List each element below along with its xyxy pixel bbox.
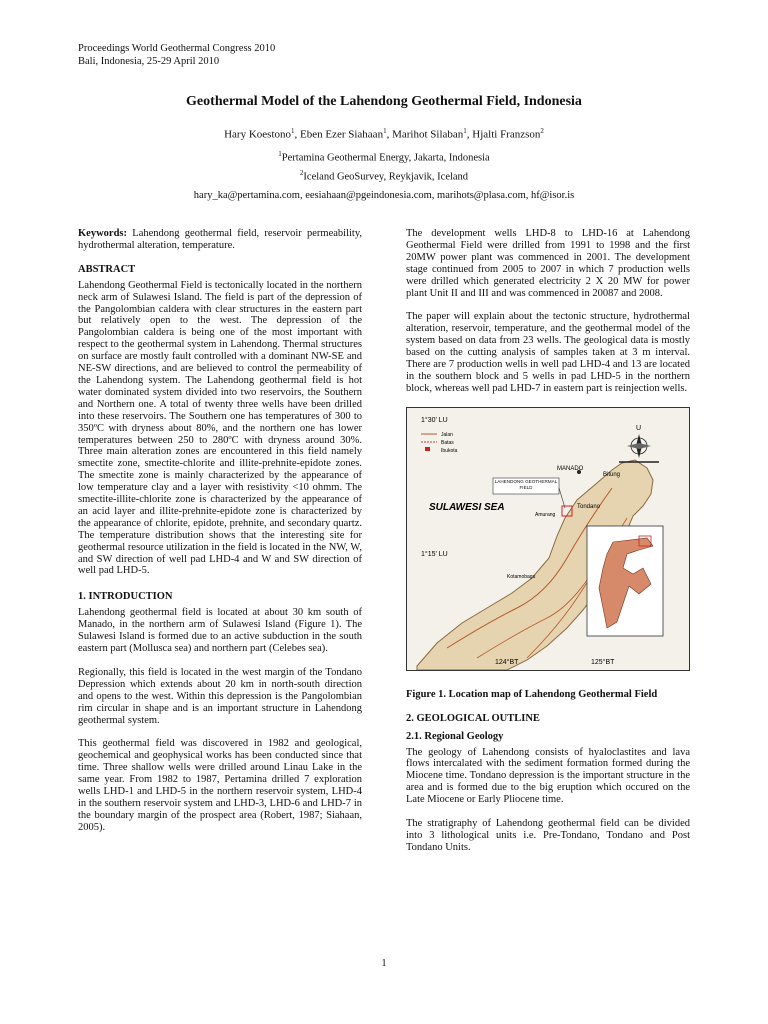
affiliation-2 (0, 169, 768, 183)
lon-right-label: 125°BT (591, 658, 615, 666)
abstract-text: Lahendong Geothermal Field is tectonically located in the northern neck arm of Sulawesi Island. The field is part of the depression of the Pangolombian caldera with clear structures in the eastern part but relatively open to the west. The depression of the Pangolombian caldera is being one of the most important with respect to the geothermal system in Lahendong. Thermal structures on surface are mostly fault controlled with a dominant NW-SE and NE-SW directions, and are believed to control the permeability of the Lahendong system. The Lahendong geothermal field is hot water dominated system divided into two reservoirs, the Southern and Northern one. A total of twenty three wells have been drilled into these reservoirs. The Southern one has temperatures of 300 to 350ºC with dryness about 80%, and the northern one has lower temperatures between 250 to 280ºC with dryness around 30%. Three main alteration zones are encountered in this field namely smectite zone, smectite-chlorite and illite-prehnite-epidote zones. The smectite zone is mainly characterized by the appearance of low temperature clay and a layer with resistivity <10 ohmm. The smectite-illite-chlorite zone is characterized by the appearance of an acid layer and illite-prehnite-epidote zone is characterized by the appearance of chlorite, epidote, prehnite, and secondary quartz. The temperature distribution shows that the interesting site for geothermal resource utilization in the field is located in the NW, W, and SW direction of well pad LHD-4 and W and SW direction of well pad LHD-5. (78, 279, 362, 577)
geology-paragraph-2: The stratigraphy of Lahendong geothermal field can be divided into 3 lithological units i.e. Pre-Tondano, Tondano and Post Tondano Units. (406, 818, 690, 853)
sea-label: SULAWESI SEA (429, 501, 505, 513)
lon-left-label: 124°BT (495, 658, 519, 666)
author-sup: 1 (291, 127, 295, 135)
keywords-label: Keywords: (78, 228, 127, 239)
north-label: U (636, 424, 642, 432)
author: Eben Ezer Siahaan (300, 128, 384, 141)
figure-caption: Figure 1. Location map of Lahendong Geothermal Field (406, 688, 658, 700)
author: Hjalti Franzson (472, 128, 541, 141)
city-label: Tondano (577, 503, 601, 510)
author-emails: hary_ka@pertamina.com, eesiahaan@pgeindonesia.com, marihots@plasa.com, hf@isor.is (193, 190, 575, 201)
introduction-heading: 1. INTRODUCTION (78, 591, 173, 603)
affiliation-sup: 1 (278, 150, 282, 158)
intro-paragraph-1: Lahendong geothermal field is located at about 30 km south of Manado, in the northern arm of Sulawesi Island (Figure 1). The Sulawesi Island is formed due to an active subduction in the south eastern part (Mollusca sea) and northern part (Celebes sea). (78, 607, 362, 654)
geological-outline-heading: 2. GEOLOGICAL OUTLINE (406, 712, 540, 724)
legend-item: Batas (441, 439, 454, 446)
author: Marihot Silaban (392, 128, 464, 141)
regional-geology-heading: 2.1. Regional Geology (406, 730, 504, 742)
city-label: Amurang (535, 511, 556, 518)
intro-paragraph-2: Regionally, this field is located in the west margin of the Tondano Depression which extends about 20 km in north-south direction and opens to the west. Within this depression is the Pangolombian rim circular in shape and is an important structure in Lahendong geothermal system. (78, 666, 362, 726)
affiliation-sup: 2 (299, 169, 304, 177)
affiliation-text: Iceland GeoSurvey, Reykjavik, Iceland (303, 171, 469, 183)
author: Hary Koestono (224, 128, 291, 141)
right-column (406, 228, 690, 866)
city-label: Kotamobagu (507, 573, 536, 580)
lat-mid-label: 1°15' LU (421, 550, 448, 558)
city-label: Bitung (603, 471, 621, 478)
lat-top-label: 1°30' LU (421, 416, 448, 424)
field-label: LAHENDONG GEOTHERMAL FIELD (494, 478, 558, 490)
author-sup: 1 (383, 127, 387, 135)
location-map (407, 408, 689, 670)
paper-title: Geothermal Model of the Lahendong Geothermal Field, Indonesia (186, 94, 582, 109)
right-paragraph-1: The development wells LHD-8 to LHD-16 at Lahendong Geothermal Field were drilled from 1991 to 1998 and the first 20MW power plant was commenced in 2001. The development stage continued from 2005 to 2007 in which 7 production wells were drilled which generated electricity 2 X 20 MW for power plant Unit II and III and was commenced in 20087 and 2008. (406, 228, 690, 299)
proceedings-header (78, 42, 275, 68)
legend-marker (425, 447, 430, 451)
author-sup: 2 (540, 127, 544, 135)
affiliation-1 (0, 150, 768, 164)
location-map-figure (406, 407, 690, 671)
author-sup: 1 (463, 127, 467, 135)
right-paragraph-2: The paper will explain about the tectonic structure, hydrothermal alteration, reservoir, temperature, and the geothermal model of the system based on data from 23 wells. The geological data is mostly based on the cutting analysis of samples taken at 3 m interval. There are 7 production wells in well pad LHD-4 and 13 are located in the southern block and 5 wells in pad LHD-5 in the northern block, whereas well pad LHD-7 in eastern part is reinjection wells. (406, 311, 690, 394)
inset-map (587, 526, 663, 636)
keywords (78, 228, 362, 252)
header-line-1: Proceedings World Geothermal Congress 2010 (78, 43, 276, 54)
legend-item: Jalan (441, 431, 453, 438)
geology-paragraph-1: The geology of Lahendong consists of hyaloclastites and lava flows intercalated with the sediment formation formed during the Miocene time. Tondano depression is the important structure in the area and is formed due to the big eruption which occured on the Late Miocene or Early Pliocene time. (406, 746, 690, 806)
city-label: MANADO (557, 465, 584, 472)
keywords-text: Lahendong geothermal field, reservoir permeability, hydrothermal alteration, temperature. (78, 228, 363, 251)
author-list: Hary Koestono$^1$, Eben Ezer Siahaan$^1$, Marihot Silaban$^1$, Hjalti Franzson$^2$ (224, 127, 544, 141)
header-line-2: Bali, Indonesia, 25-29 April 2010 (78, 56, 220, 67)
legend-item: Ibukota (441, 447, 458, 454)
field-label-wrapper (494, 479, 558, 493)
affiliation-text: Pertamina Geothermal Energy, Jakarta, Indonesia (281, 152, 490, 164)
page-number: 1 (381, 958, 387, 969)
left-column (78, 228, 362, 846)
abstract-heading: ABSTRACT (78, 263, 136, 275)
intro-paragraph-3: This geothermal field was discovered in 1982 and geological, geochemical and geophysical works has been conducted since that time. Three shallow wells were drilled around Linau Lake in the same year. From 1982 to 1987, Pertamina drilled 7 exploration wells LHD-1 and LHD-5 in the northern reservoir system, LHD-4 in the southern reservoir system and LHD-3, LHD-6 and LHD-7 in the boundary margin of the prospect area (Robert, 1987; Siahaan, 2005). (78, 738, 362, 833)
